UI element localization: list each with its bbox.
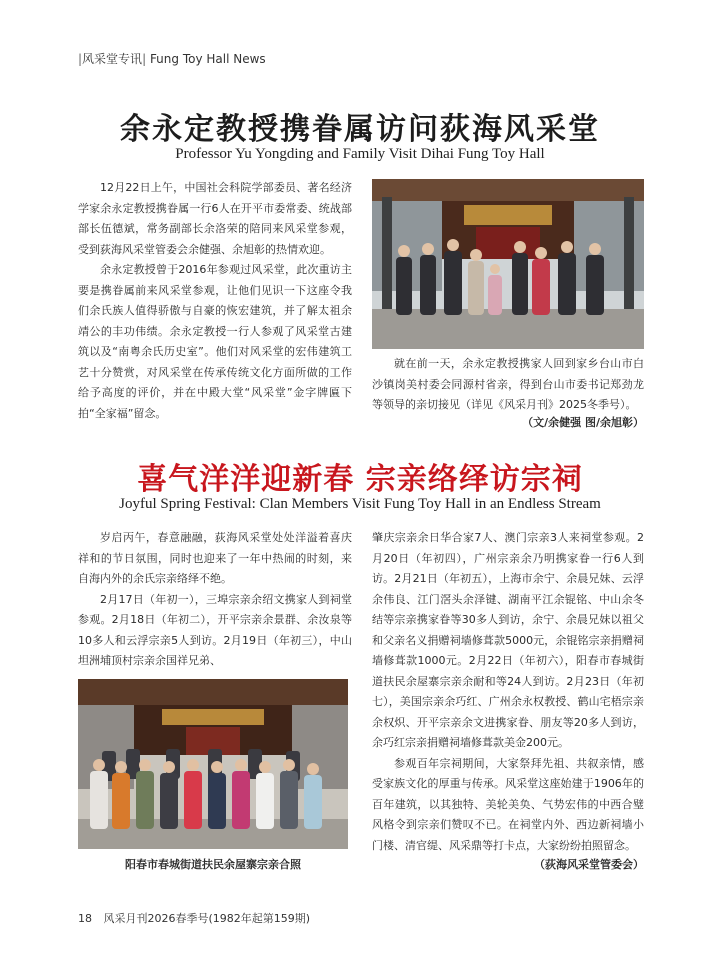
group-photo-caption: 阳春市春城街道扶民余屋寨宗亲合照 <box>125 858 301 871</box>
article2-credit: （荻海风采堂管委会） <box>534 858 644 871</box>
article1-photo-text <box>372 354 644 416</box>
article2-title: 喜气洋洋迎新春 宗亲络绎访宗祠 <box>137 462 583 497</box>
header-divider-left: | <box>78 52 83 66</box>
article1-body <box>78 178 352 424</box>
section-name-cn: 风采堂专讯 <box>82 52 143 66</box>
article1-subtitle: Professor Yu Yongding and Family Visit Dihai Fung Toy Hall <box>175 146 545 162</box>
article1-title: 余永定教授携眷属访问荻海风采堂 <box>120 112 600 147</box>
section-header <box>78 50 266 67</box>
article2-paragraph: 肇庆宗亲余日华合家7人、澳门宗亲3人来祠堂参观。2月20日（年初四），广州宗亲余乃明携家眷一行6人到访。2月21日（年初五），上海市余宁、余晨兄妹、云浮余伟良、江门滘头余泽键、湖南平江余锟铭、中山余冬结等宗亲携家眷等30多人到访，余宁、余晨兄妹以祖父和父亲名义捐赠祠墙修葺款5000元，余锟铭宗亲捐赠祠墙修葺款1000元。2月22日（年初六），阳春市春城街道扶民余屋寨宗亲余耐和等24人到访。2月23日（年初七），美国宗亲余巧红、广州余永权教授、鹤山宅梧宗亲余权炽、开平宗亲余文进携家眷、朋友等20多人到访，余巧红宗亲捐赠祠墙修葺款美金200元。 <box>372 531 644 749</box>
article1-paragraph: 余永定教授曾于2016年参观过风采堂，此次重访主要是携眷属前来风采堂参观，让他们见识一下这座令我们余氏族人值得骄傲与自豪的恢宏建筑，并了解太祖余靖公的丰功伟绩。余永定教授一行人参观了风采堂古建筑以及“南粤余氏历史室”。他们对风采堂的宏伟建筑工艺十分赞赏，对风采堂在传承传统文化方面所做的工作给予高度的评价，并在中殿大堂“风采堂”金字牌匾下拍“全家福”留念。 <box>78 263 352 420</box>
group-photo-graphic <box>78 679 348 849</box>
issue-info: 风采月刊2026春季号(1982年起第159期) <box>103 912 311 925</box>
article2-paragraph: 岁启丙午，春意融融，荻海风采堂处处洋溢着喜庆祥和的节日氛围，同时也迎来了一年中热闹的时刻，来自海内外的余氏宗亲络绎不绝。 <box>78 531 352 585</box>
page-number: 18 <box>78 912 92 925</box>
article2-paragraph: 2月17日（年初一），三埠宗亲余绍文携家人到祠堂参观。2月18日（年初二），开平宗亲余景群、余汝泉等10多人和云浮宗亲5人到访。2月19日（年初三），中山坦洲埔顶村宗亲余国祥兄弟、 <box>78 592 352 667</box>
article2-left-column <box>78 528 352 672</box>
article1-credit: （文/余健强 图/余旭彰） <box>522 416 644 429</box>
article2-paragraph: 参观百年宗祠期间，大家祭拜先祖、共叙亲情，感受家族文化的厚重与传承。风采堂这座始建于1906年的百年建筑，以其独特、美轮美奂、气势宏伟的中西合璧风格令到宗亲们赞叹不已。在祠堂内外、西边新祠墙小门楼、清官缇、风采鼎等打卡点，大家纷纷拍照留念。 <box>372 756 644 852</box>
article1-paragraph: 12月22日上午，中国社会科院学部委员、著名经济学家余永定教授携眷属一行6人在开平市委常委、统战部部长伍德斌，常务副部长余洛荣的陪同来风采堂参观，受到荻海风采堂管委会余健强、余旭彰的热情欢迎。 <box>78 181 352 256</box>
section-name-en: Fung Toy Hall News <box>149 52 266 66</box>
header-divider-right: | <box>142 52 147 66</box>
article1-paragraph: 就在前一天，余永定教授携家人回到家乡台山市白沙镇岗美村委会同源村省亲，得到台山市委书记郑劲龙等领导的亲切接见（详见《风采月刊》2025冬季号）。 <box>372 357 644 411</box>
family-visit-photo <box>372 179 644 349</box>
article2-right-column <box>372 528 644 856</box>
group-photo <box>78 679 348 849</box>
page-footer <box>78 910 310 926</box>
family-visit-photo-graphic <box>372 179 644 349</box>
article2-subtitle: Joyful Spring Festival: Clan Members Visit Fung Toy Hall in an Endless Stream <box>119 496 601 512</box>
